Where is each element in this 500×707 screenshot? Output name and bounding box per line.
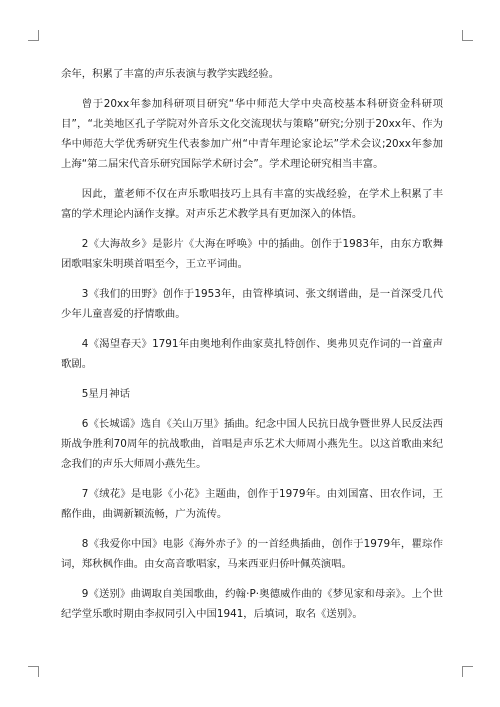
paragraph-song-4: 4《渴望春天》1791年由奥地利作曲家莫扎特创作、奥弗贝克作词的一首童声歌剧。 [61, 338, 443, 370]
crop-mark-bottom-left [28, 666, 39, 677]
paragraph-song-3: 3《我们的田野》创作于1953年，由管桦填词、张文纲谱曲，是一首深受几代少年儿童喜爱的抒情歌曲。 [61, 288, 443, 320]
crop-mark-bottom-right [462, 666, 473, 677]
document-body [61, 64, 443, 624]
paragraph-continuation: 余年，积累了丰富的声乐表演与教学实践经验。 [61, 68, 280, 80]
paragraph-song-5: 5星月神话 [81, 388, 130, 400]
paragraph-song-9: 9《送别》曲调取自美国歌曲，约翰·P·奥德威作曲的《梦见家和母亲》。上个世纪学堂乐歌时期由李叔同引入中国1941，后填词，取名《送别》。 [61, 588, 443, 620]
paragraph-summary: 因此，董老师不仅在声乐歌唱技巧上具有丰富的实战经验，在学术上积累了丰富的学术理论内涵作支撑。对声乐艺术教学具有更加深入的体悟。 [61, 188, 443, 220]
paragraph-song-8: 8《我爱你中国》电影《海外赤子》的一首经典插曲，创作于1979年，瞿琮作词，郑秋枫作曲。由女高音歌唱家，马来西亚归侨叶佩英演唱。 [61, 538, 443, 570]
paragraph-research: 曾于20xx年参加科研项目研究“华中师范大学中央高校基本科研资金科研项目”，“北美地区孔子学院对外音乐文化交流现状与策略”研究;分别于20xx年、作为华中师范大学优秀研究生代表参加广州“中青年理论家论坛”学术会议;20xx年参加上海“第二届宋代音乐研究国际学术研讨会”。学术理论研究相当丰富。 [61, 98, 443, 170]
paragraph-song-7: 7《绒花》是电影《小花》主题曲，创作于1979年。由刘国富、田农作词，王酩作曲，曲调新颖流畅，广为流传。 [61, 488, 443, 520]
crop-mark-top-right [462, 30, 473, 41]
paragraph-song-6: 6《长城谣》选自《关山万里》插曲。纪念中国人民抗日战争暨世界人民反法西斯战争胜利70周年的抗战歌曲，首唱是声乐艺术大师周小燕先生。以这首歌曲来纪念我们的声乐大师周小燕先生。 [61, 418, 443, 470]
paragraph-song-2: 2《大海故乡》是影片《大海在呼唤》中的插曲。创作于1983年，由东方歌舞团歌唱家朱明瑛首唱至今，王立平词曲。 [61, 238, 443, 270]
crop-mark-top-left [28, 30, 39, 41]
